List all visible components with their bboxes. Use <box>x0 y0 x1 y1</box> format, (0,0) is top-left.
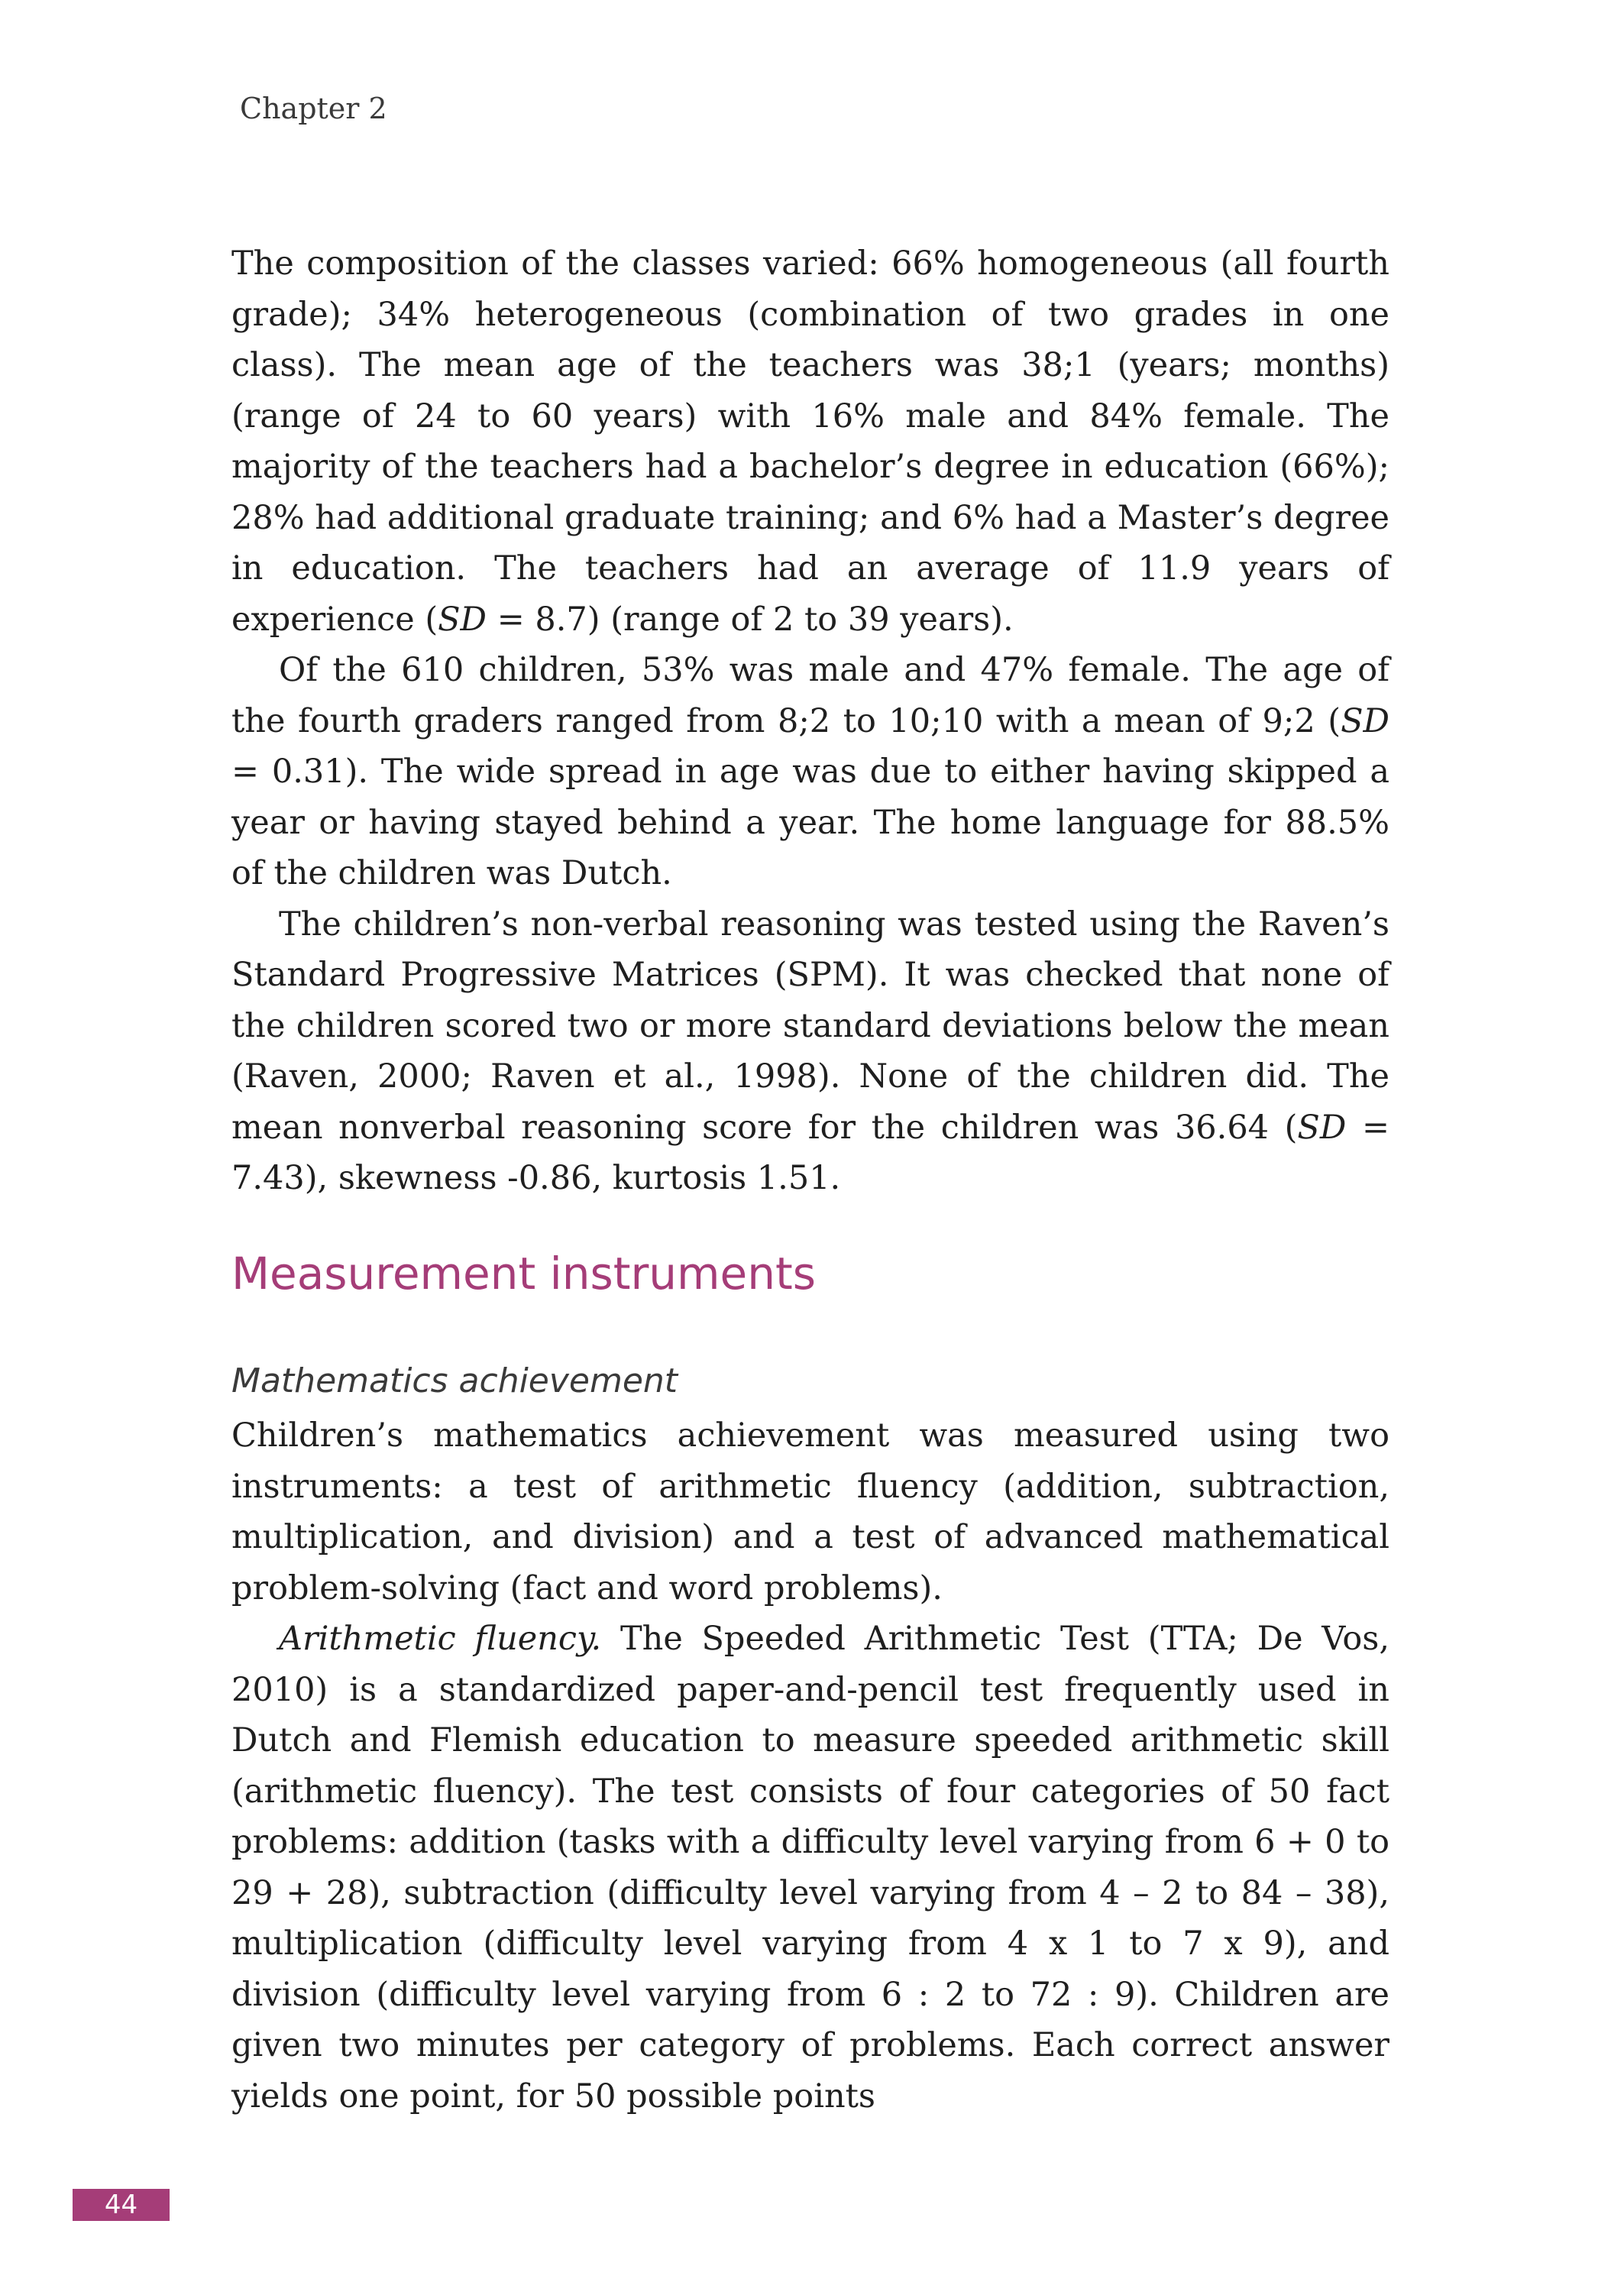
running-head: Chapter 2 <box>240 92 387 125</box>
participants-text <box>231 238 1389 1204</box>
page-number: 44 <box>73 2189 170 2221</box>
subsection-heading: Mathematics achievement <box>231 1361 678 1400</box>
paragraph-arithmetic-fluency: Arithmetic fluency. The Speeded Arithmetic Test (TTA; De Vos, 2010) is a standardized paper-and-pencil test frequently used in Dutch and Flemish education to measure speeded arithmetic skill (arithmetic fluency). The test consists of four categories of 50 fact problems: addition (tasks with a difficulty level varying from 6 + 0 to 29 + 28), subtraction (difficulty level varying from 4 – 2 to 84 – 38), multiplication (difficulty level varying from 4 x 1 to 7 x 9), and division (difficulty level varying from 6 : 2 to 72 : 9). Children are given two minutes per category of problems. Each correct answer yields one point, for 50 possible points <box>231 1620 1389 2116</box>
instruments-text <box>231 1410 1389 2122</box>
paragraph-instruments: Children’s mathematics achievement was measured using two instruments: a test of arithmetic fluency (addition, subtraction, multiplication, and division) and a test of advanced mathematical problem-solving (fact and word problems). <box>231 1416 1389 1607</box>
paragraph-children: Of the 610 children, 53% was male and 47% female. The age of the fourth graders ranged from 8;2 to 10;10 with a mean of 9;2 (SD = 0.31). The wide spread in age was due to either having skipped a year or having stayed behind a year. The home language for 88.5% of the children was Dutch. <box>231 651 1389 892</box>
section-heading: Measurement instruments <box>231 1248 816 1300</box>
paragraph-reasoning: The children’s non-verbal reasoning was tested using the Raven’s Standard Progressive Matrices (SPM). It was checked that none of the children scored two or more standard deviations below the mean (Raven, 2000; Raven et al., 1998). None of the children did. The mean nonverbal reasoning score for the children was 36.64 (SD = 7.43), skewness -0.86, kurtosis 1.51. <box>231 905 1389 1197</box>
run-in-heading: Arithmetic fluency. <box>279 1620 602 1658</box>
paragraph-teachers: The composition of the classes varied: 66% homogeneous (all fourth grade); 34% heterogeneous (combination of two grades in one class). The mean age of the teachers was 38;1 (years; months) (range of 24 to 60 years) with 16% male and 84% female. The majority of the teachers had a bachelor’s degree in education (66%); 28% had additional graduate training; and 6% had a Master’s degree in education. The teachers had an average of 11.9 years of experience (SD = 8.7) (range of 2 to 39 years). <box>231 244 1389 639</box>
